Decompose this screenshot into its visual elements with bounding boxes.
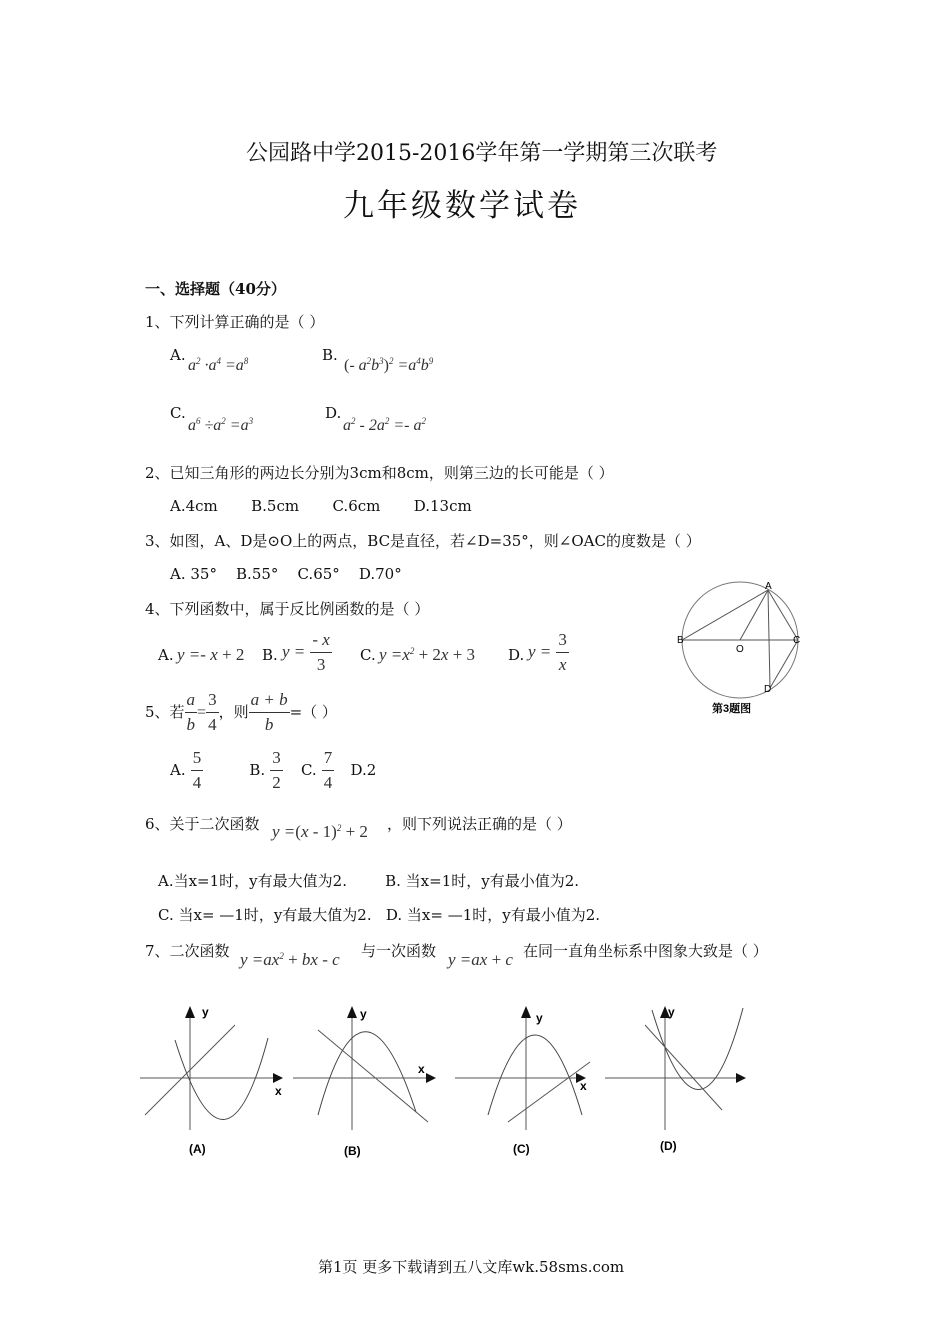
- y-axis-label: y: [202, 1005, 209, 1019]
- question-3-options: A. 35° B.55° C.65° D.70°: [170, 565, 402, 583]
- q7-linear-formula: y =ax + c: [448, 950, 513, 969]
- straight-line: [508, 1062, 590, 1122]
- parabola: [488, 1035, 582, 1115]
- section-heading: 一、选择题（40分）: [145, 280, 286, 298]
- parabola: [318, 1032, 416, 1115]
- q7-graph-b: [288, 1000, 448, 1165]
- y-axis-label: y: [668, 1005, 675, 1019]
- q7-prefix: 7、二次函数: [145, 942, 230, 960]
- q4-option-b-formula: y = $\frac{- x}{3}$: [282, 630, 330, 674]
- q5-option-d-label: D.2: [350, 761, 377, 779]
- page-footer: 第1页 更多下载请到五八文库wk.58sms.com: [318, 1258, 625, 1276]
- q5-prefix: 5、若: [145, 703, 185, 721]
- q7-quadratic-formula: $y =ax^2$ + bx - c: [240, 950, 340, 969]
- y-axis-arrow: [521, 1006, 531, 1018]
- question-5-stem: 5、若 $\frac{a}{b}$ = $\frac{3}{4}$ ，则 $\frac{a + b}{b}$ =（ ）: [145, 690, 337, 734]
- q4-option-c-formula: $y =x^2 + 2x + 3$: [379, 645, 476, 664]
- label-b: B: [677, 635, 684, 646]
- q6-options-line1: A.当x=1时，y有最大值为2. B. 当x=1时，y有最小值为2.: [158, 872, 580, 890]
- y-axis-arrow: [185, 1006, 195, 1018]
- x-axis-label: x: [580, 1079, 587, 1093]
- parabola: [652, 1008, 743, 1090]
- q1-option-a-label: A.: [170, 346, 186, 364]
- parabola: [175, 1038, 268, 1120]
- chord-ba: [682, 590, 768, 640]
- q1-option-b-formula: (- $a^2b^3)^2 =a^4b^9$: [344, 356, 434, 374]
- straight-line: [645, 1025, 722, 1110]
- chord-ac: [768, 590, 798, 640]
- question-2-stem: 2、已知三角形的两边长分别为3cm和8cm，则第三边的长可能是（ ）: [145, 464, 614, 482]
- q5-option-b-label: B.: [249, 761, 266, 779]
- q5-mid: ，则: [218, 703, 249, 721]
- q1-option-c-formula: $a^6 \div a^2 =a^3$: [188, 416, 254, 434]
- q4-option-a-label: A.: [158, 646, 174, 664]
- y-axis-label: y: [360, 1007, 367, 1021]
- q4-option-c-label: C.: [360, 646, 376, 664]
- q4-option-a-formula: y =- x + 2: [177, 645, 245, 664]
- q1-option-c-label: C.: [170, 404, 186, 422]
- label-c: C: [793, 635, 801, 646]
- q7-mid: 与一次函数: [361, 942, 437, 960]
- x-axis-label: x: [275, 1084, 282, 1098]
- graph-label: (C): [513, 1142, 530, 1156]
- chord-cd: [770, 640, 798, 688]
- x-axis-label: x: [418, 1062, 425, 1076]
- q5-option-c-label: C.: [300, 761, 317, 779]
- q1-option-d-label: D.: [325, 404, 342, 422]
- q3-circle-figure: [670, 578, 810, 723]
- question-4-stem: 4、下列函数中，属于反比例函数的是（ ）: [145, 600, 430, 618]
- q1-option-d-formula: $a^2 - 2a^2 =- a^2$: [343, 416, 426, 434]
- q7-graph-d: [600, 1000, 760, 1165]
- q6-formula: y =(x - 1)$^2$ + 2: [272, 822, 368, 841]
- figure-caption: 第3题图: [712, 703, 752, 715]
- label-d: D: [764, 684, 772, 695]
- graph-label: (B): [344, 1144, 361, 1158]
- q7-graph-c: [450, 1000, 610, 1165]
- graph-label: (D): [660, 1139, 677, 1153]
- straight-line: [318, 1030, 428, 1122]
- radius-oa: [740, 590, 768, 640]
- q4-option-b-label: B.: [262, 646, 278, 664]
- x-axis-arrow: [736, 1073, 746, 1083]
- q6-options-line2: C. 当x= —1时，y有最大值为2. D. 当x= —1时，y有最小值为2.: [158, 906, 601, 924]
- graph-label: (A): [189, 1142, 206, 1156]
- q6-prefix: 6、关于二次函数: [145, 815, 260, 833]
- x-axis-arrow: [426, 1073, 436, 1083]
- exam-title: 九年级数学试卷: [343, 188, 581, 224]
- question-3-stem: 3、如图，A、D是⊙O上的两点，BC是直径，若∠D=35°，则∠OAC的度数是（ ）: [145, 532, 701, 550]
- q1-option-a-formula: $a^2 \cdot a^4 =a^8$: [188, 356, 249, 374]
- y-axis-label: y: [536, 1011, 543, 1025]
- question-1-stem: 1、下列计算正确的是（ ）: [145, 313, 325, 331]
- q5-option-a-label: A.: [170, 761, 186, 779]
- q5-options: A. $\frac{5}{4}$ B. $\frac{3}{2}$ C. $\frac{7}{4}$ D.2: [170, 748, 377, 792]
- label-a: A: [765, 581, 772, 592]
- label-o: O: [736, 644, 744, 655]
- q7-suffix: 在同一直角坐标系中图象大致是（ ）: [523, 942, 768, 960]
- q4-option-d-formula: y = $\frac{3}{x}$: [528, 630, 567, 674]
- chord-ad: [768, 590, 770, 688]
- q6-suffix: ，则下列说法正确的是（ ）: [387, 815, 572, 833]
- q5-suffix: =（ ）: [289, 703, 337, 721]
- q7-graph-a: [135, 1000, 295, 1165]
- school-title: 公园路中学2015-2016学年第一学期第三次联考: [246, 141, 718, 166]
- q1-option-b-label: B.: [322, 346, 338, 364]
- x-axis-arrow: [273, 1073, 283, 1083]
- question-2-options: A.4cm B.5cm C.6cm D.13cm: [170, 497, 472, 515]
- q4-option-d-label: D.: [508, 646, 525, 664]
- y-axis-arrow: [347, 1006, 357, 1018]
